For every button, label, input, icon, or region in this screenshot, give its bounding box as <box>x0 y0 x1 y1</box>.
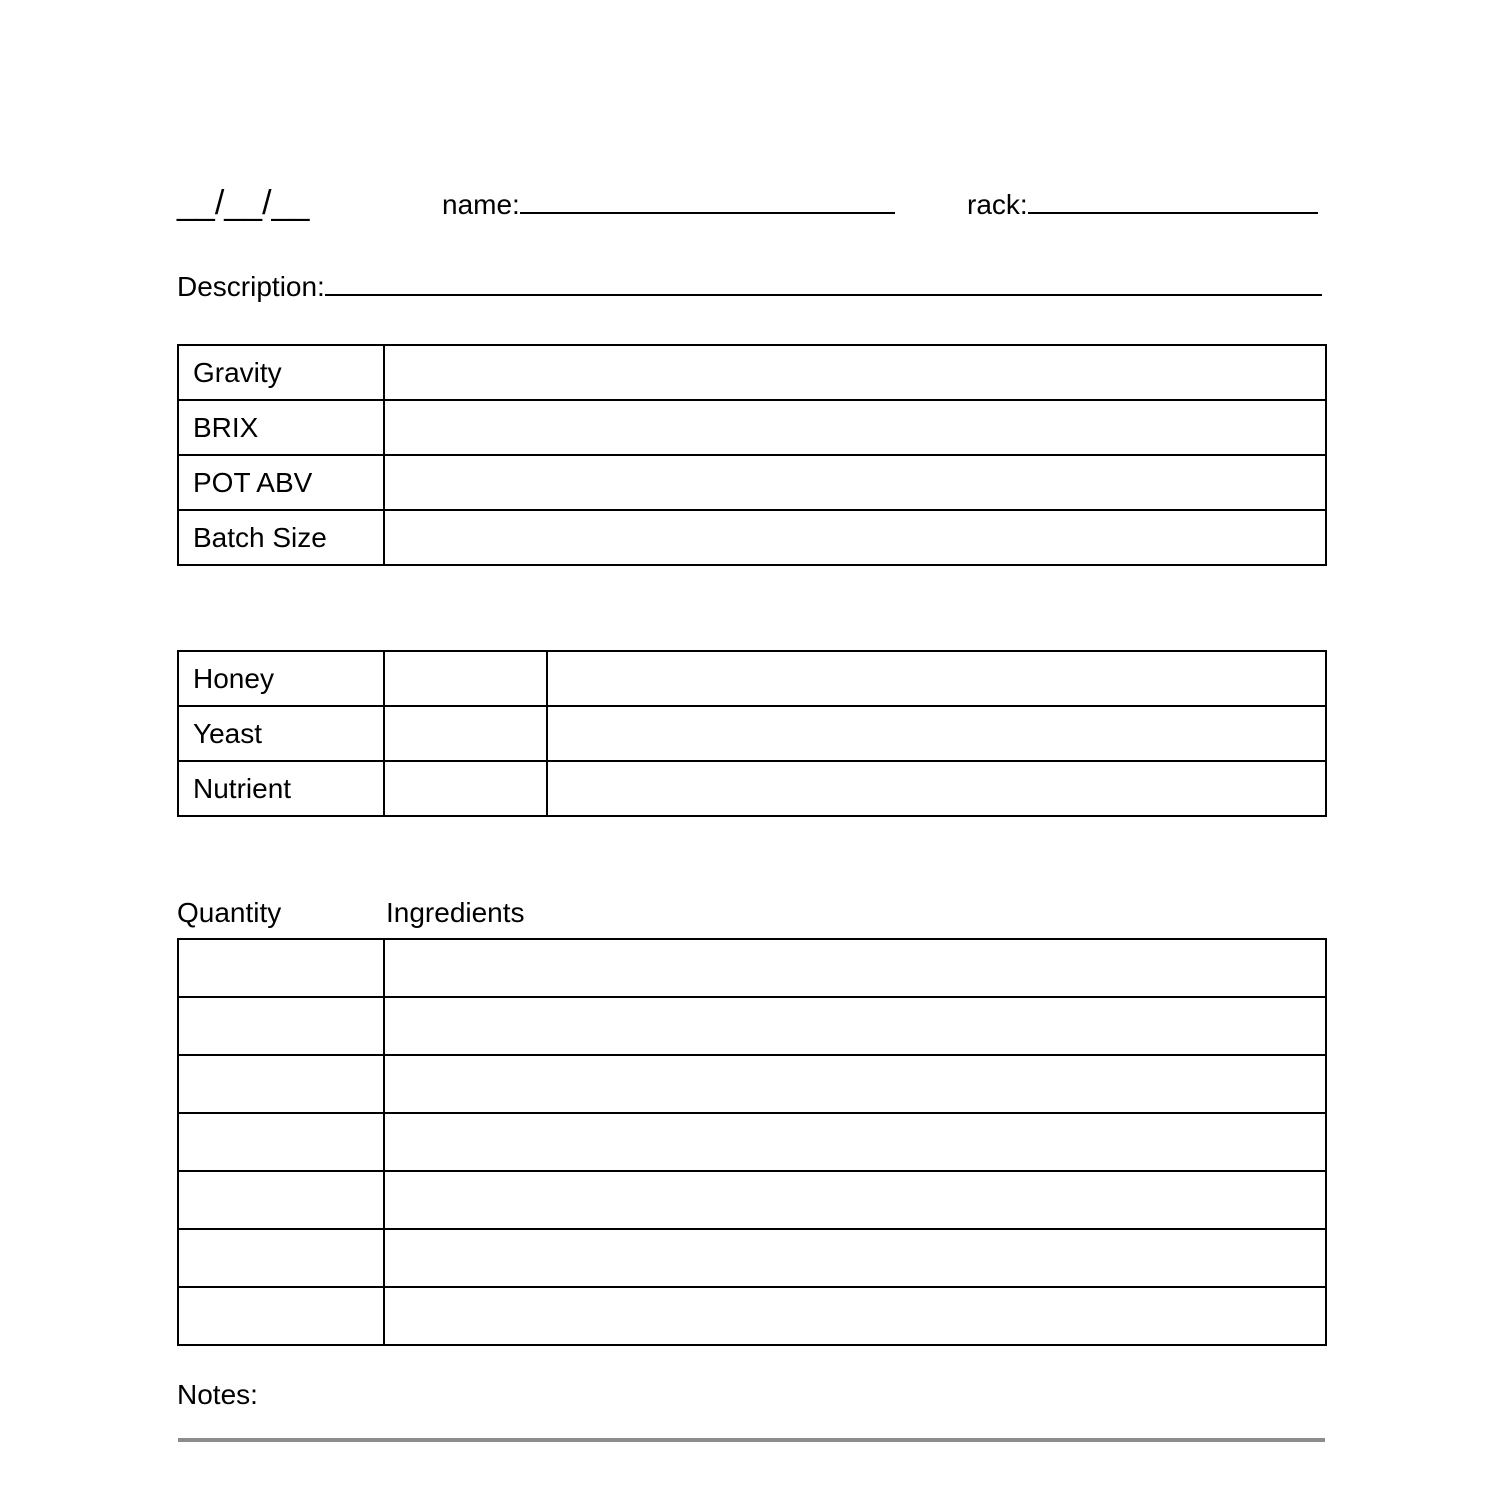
ingredients-column-headers <box>177 896 1325 934</box>
table-row <box>178 1113 1326 1171</box>
measurement-value-pot-abv[interactable] <box>384 455 1326 510</box>
ingredients-table <box>177 938 1327 1346</box>
table-row <box>178 455 1326 510</box>
table-row <box>178 651 1326 706</box>
measurement-value-gravity[interactable] <box>384 345 1326 400</box>
table-row <box>178 761 1326 816</box>
component-amount-honey[interactable] <box>384 651 547 706</box>
component-amount-nutrient[interactable] <box>384 761 547 816</box>
ingredients-header: Ingredients <box>386 897 525 928</box>
name-field-group <box>442 186 895 222</box>
name-label: name: <box>442 189 520 220</box>
table-row <box>178 706 1326 761</box>
components-table <box>177 650 1327 817</box>
component-label-yeast: Yeast <box>178 706 384 761</box>
ingredient-name-cell[interactable] <box>384 1171 1326 1229</box>
quantity-header: Quantity <box>177 897 282 928</box>
ingredient-name-cell[interactable] <box>384 1113 1326 1171</box>
ingredient-quantity-cell[interactable] <box>178 1171 384 1229</box>
description-label: Description: <box>177 271 325 302</box>
measurement-label-batch-size: Batch Size <box>178 510 384 565</box>
table-row <box>178 1171 1326 1229</box>
ingredient-name-cell[interactable] <box>384 1229 1326 1287</box>
component-amount-yeast[interactable] <box>384 706 547 761</box>
component-notes-honey[interactable] <box>547 651 1326 706</box>
table-row <box>178 400 1326 455</box>
ingredient-quantity-cell[interactable] <box>178 1055 384 1113</box>
table-row <box>178 1287 1326 1345</box>
table-row <box>178 997 1326 1055</box>
notes-label: Notes: <box>177 1379 258 1410</box>
ingredient-quantity-cell[interactable] <box>178 1287 384 1345</box>
rack-label: rack: <box>967 189 1028 220</box>
ingredient-quantity-cell[interactable] <box>178 1229 384 1287</box>
date-field[interactable]: __/__/__ <box>177 184 310 222</box>
measurements-table <box>177 344 1327 566</box>
table-row <box>178 510 1326 565</box>
rack-field-group <box>967 186 1318 222</box>
component-label-honey: Honey <box>178 651 384 706</box>
description-field-group <box>177 268 1325 304</box>
ingredient-quantity-cell[interactable] <box>178 997 384 1055</box>
component-label-nutrient: Nutrient <box>178 761 384 816</box>
form-header <box>177 180 1325 236</box>
ingredient-name-cell[interactable] <box>384 997 1326 1055</box>
name-input[interactable] <box>520 186 895 214</box>
table-row <box>178 1055 1326 1113</box>
ingredient-name-cell[interactable] <box>384 939 1326 997</box>
measurement-label-gravity: Gravity <box>178 345 384 400</box>
rack-input[interactable] <box>1028 186 1318 214</box>
component-notes-yeast[interactable] <box>547 706 1326 761</box>
description-input[interactable] <box>325 268 1322 296</box>
ingredient-quantity-cell[interactable] <box>178 1113 384 1171</box>
measurement-label-pot-abv: POT ABV <box>178 455 384 510</box>
measurement-value-batch-size[interactable] <box>384 510 1326 565</box>
notes-divider <box>178 1438 1325 1442</box>
component-notes-nutrient[interactable] <box>547 761 1326 816</box>
ingredient-quantity-cell[interactable] <box>178 939 384 997</box>
measurement-label-brix: BRIX <box>178 400 384 455</box>
table-row <box>178 345 1326 400</box>
table-row <box>178 939 1326 997</box>
measurement-value-brix[interactable] <box>384 400 1326 455</box>
table-row <box>178 1229 1326 1287</box>
ingredient-name-cell[interactable] <box>384 1055 1326 1113</box>
ingredient-name-cell[interactable] <box>384 1287 1326 1345</box>
